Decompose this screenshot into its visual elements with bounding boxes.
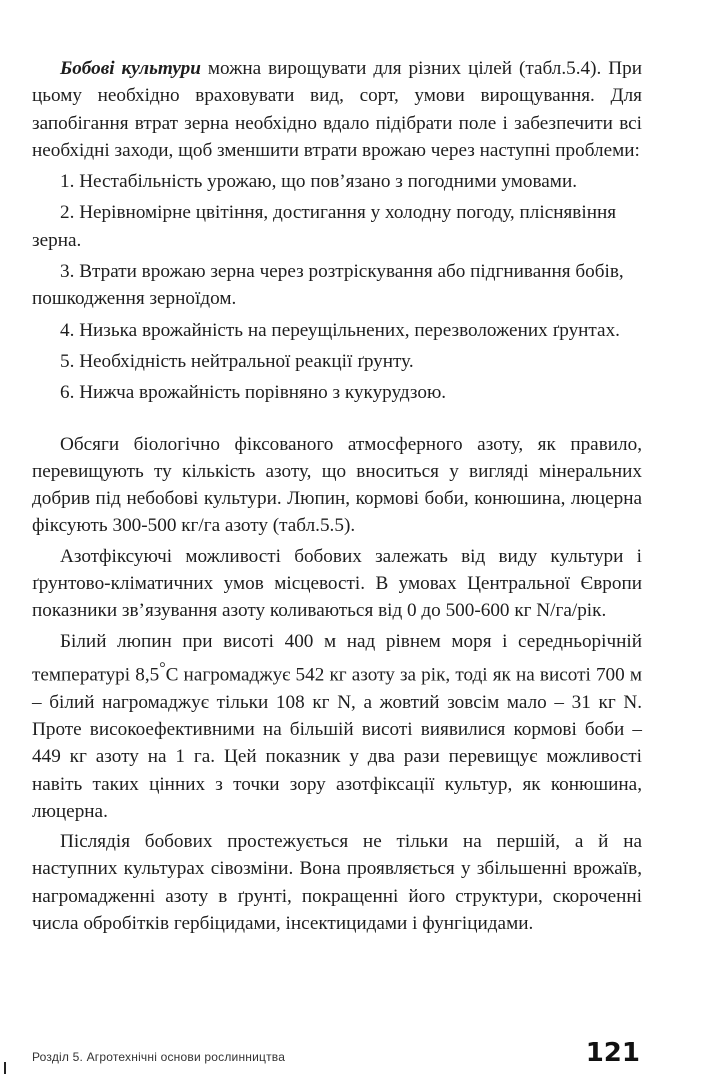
list-item-3: 3. Втрати врожаю зерна через розтріскування або підгнивання бобів, пошкодження зерноїдом. xyxy=(32,261,624,310)
page-footer xyxy=(32,1038,640,1068)
degree-symbol: ° xyxy=(159,659,166,677)
footer-section-title: Розділ 5. Агротехнічні основи рослинництва xyxy=(32,1050,286,1064)
paragraph-nitrogen-fixation: Обсяги біологічно фіксованого атмосферного азоту, як правило, перевищують ту кількість азоту, що вноситься у вигляді мінеральних добрив під небобові культури. Люпин, кормові боби, конюшина, люцерна фіксують 300-500 кг/га азоту (табл.5.5). xyxy=(32,433,642,537)
list-item-4: 4. Низька врожайність на переущільнених, перезволожених ґрунтах. xyxy=(60,319,620,341)
paragraph-intro-text: можна вирощувати для різних цілей (табл.5.4). При цьому необхідно враховувати вид, сорт, умови вирощування. Для запобігання втрат зерна необхідно вдало підібрати поле і забезпечити всі необхідні заходи, щоб зменшити втрати врожаю через наступні проблеми: xyxy=(32,58,642,161)
list-item-1: 1. Нестабільність урожаю, що пов’язано з погодними умовами. xyxy=(60,171,578,193)
list-item-5: 5. Необхідність нейтральної реакції ґрунту. xyxy=(60,350,414,372)
lead-term: Бобові культури xyxy=(60,58,201,79)
paragraph-intro xyxy=(32,55,642,164)
list-item-2: 2. Нерівномірне цвітіння, достигання у холодну погоду, пліснявіння зерна. xyxy=(32,202,617,251)
paragraph-white-lupin xyxy=(32,628,642,825)
paragraph-white-lupin-a: Білий люпин при висоті 400 м над рівнем моря і середньорічній температурі 8,5 xyxy=(32,630,642,686)
paragraph-white-lupin-b: С нагромаджує 542 кг азоту за рік, тоді як на висоті 700 м – білий нагромаджує тільки 108 кг N, а жовтий зовсім мало – 31 кг N. Проте високоефективними на більшій висоті виявилися кормові боби – 449 кг азоту на 1 га. Цей показник у два рази перевищує можливості навіть таких цінних з точки зору азотфіксації культур, як конюшина, люцерна. xyxy=(32,664,643,822)
page-number: 121 xyxy=(585,1038,640,1068)
list-item-6: 6. Нижча врожайність порівняно з кукурудзою. xyxy=(60,382,447,404)
crop-mark xyxy=(4,1062,6,1074)
paragraph-fixation-capability: Азотфіксуючі можливості бобових залежать від виду культури і ґрунтово-кліматичних умов місцевості. В умовах Центральної Європи показники зв’язування азоту коливаються від 0 до 500-600 кг N/га/рік. xyxy=(32,545,642,622)
page-body xyxy=(32,55,642,937)
paragraph-aftereffect: Післядія бобових простежується не тільки на першій, а й на наступних культурах сівозміни. Вона проявляється у збільшенні врожаїв, нагромадженні азоту в ґрунті, покращенні його структури, скороченні числа обробітків гербіцидами, інсектицидами і фунгіцидами. xyxy=(32,831,642,934)
